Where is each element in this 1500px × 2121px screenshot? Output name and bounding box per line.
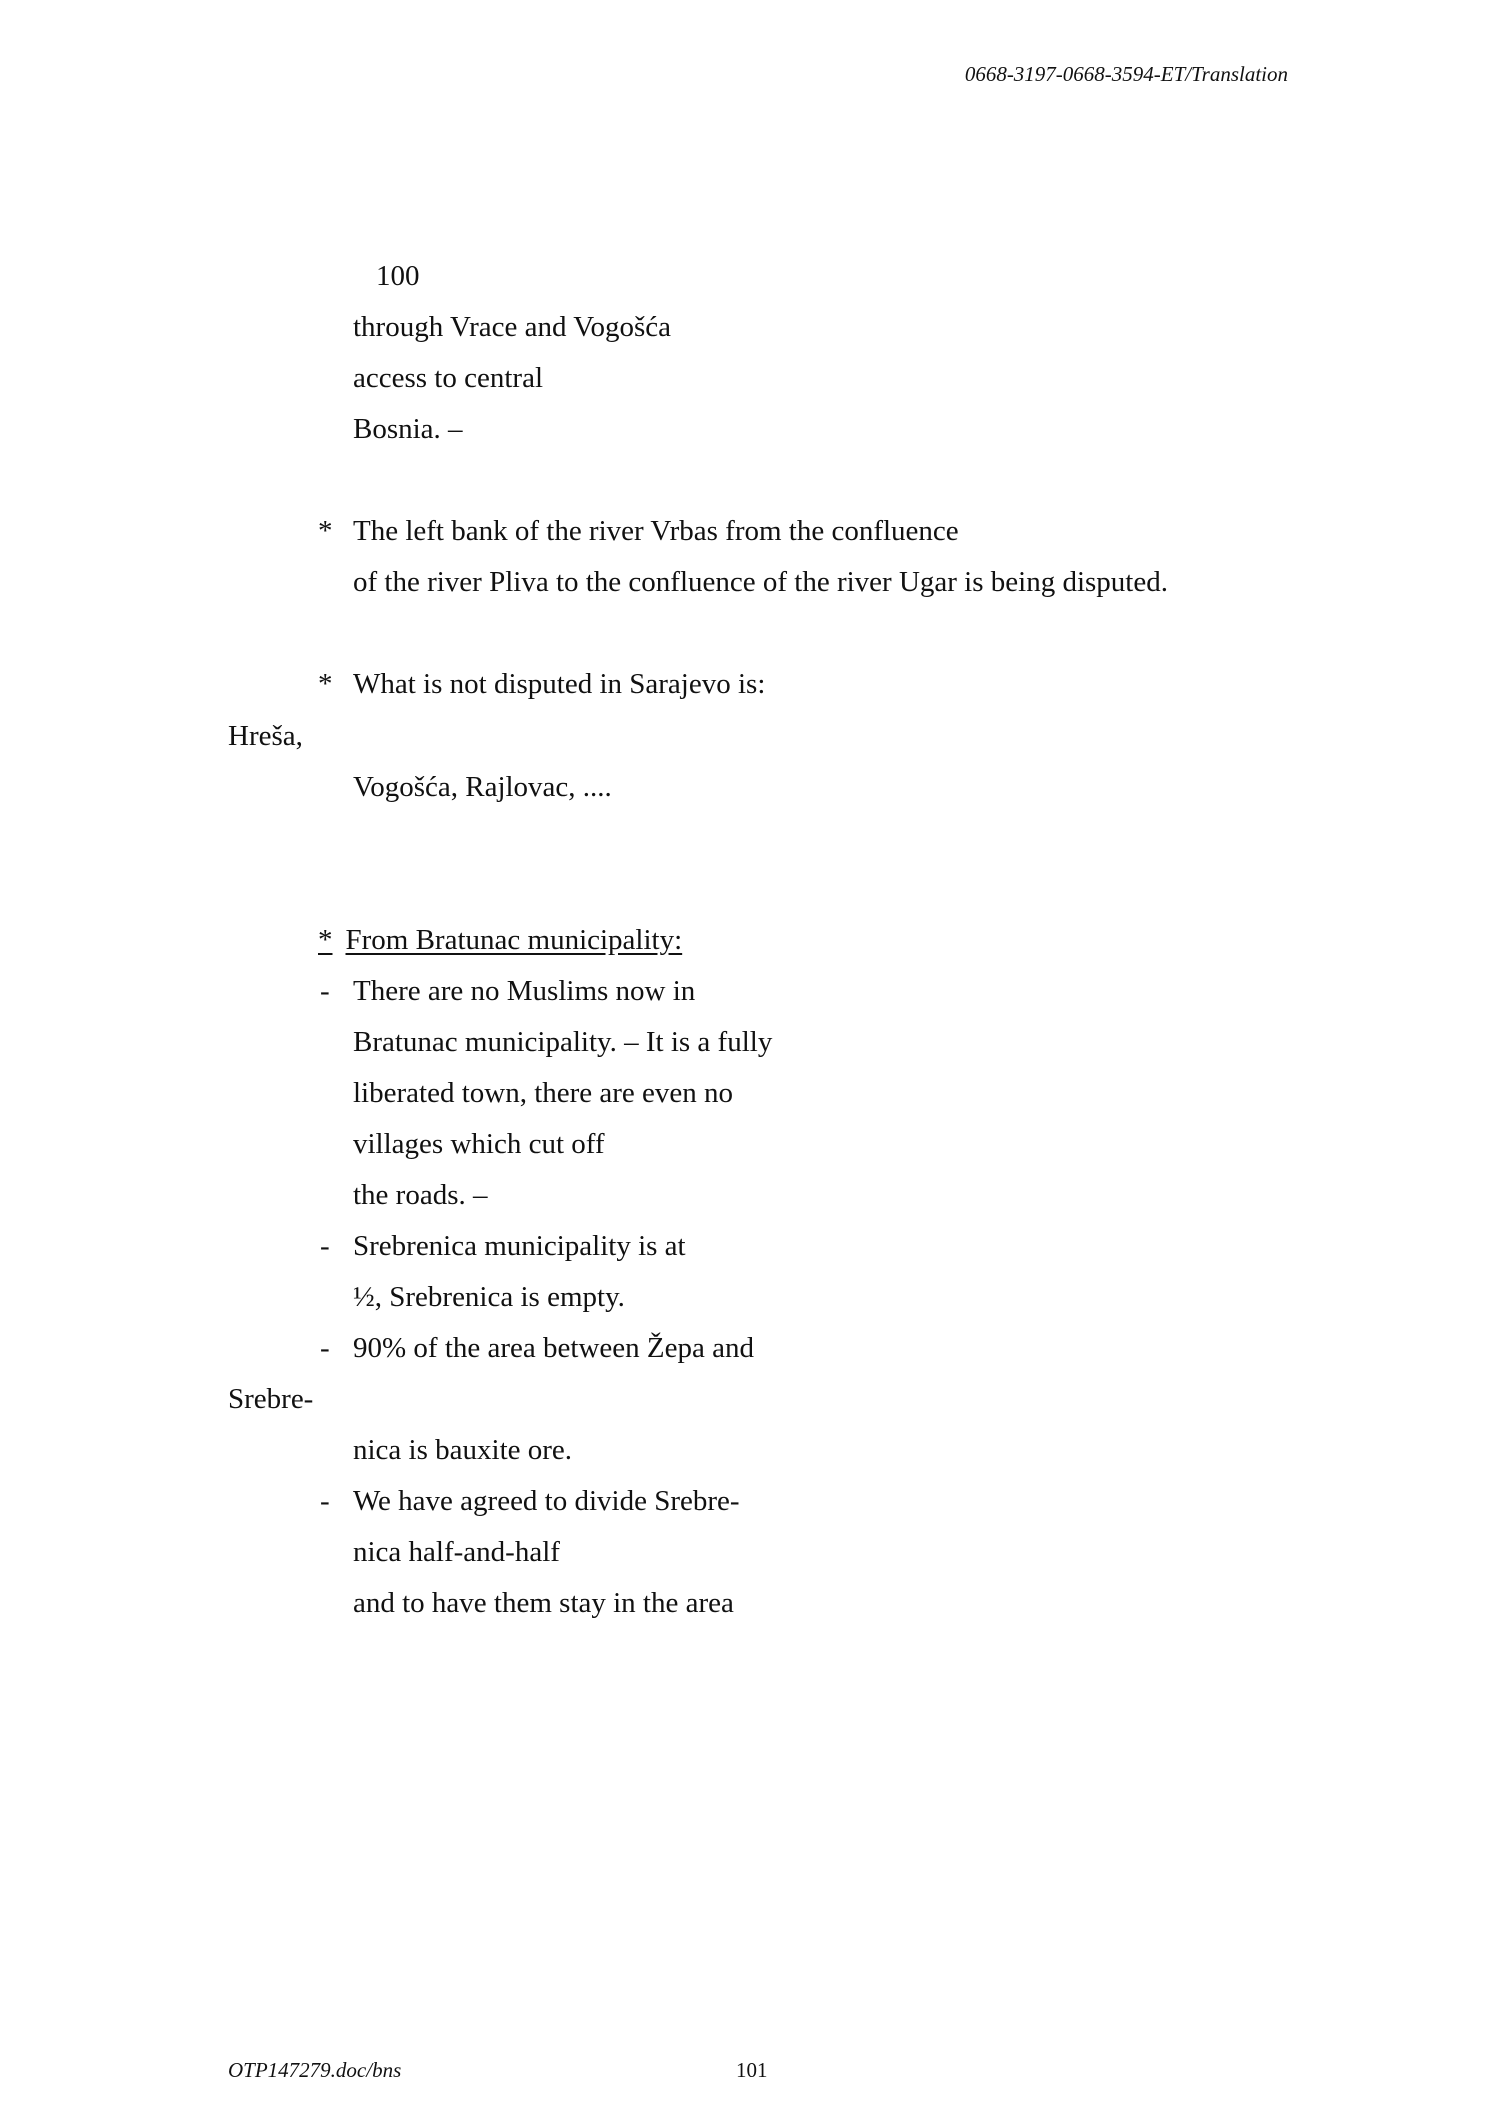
dash-bullet: - — [320, 1485, 330, 1517]
text-line: villages which cut off — [353, 1128, 605, 1160]
text-line: nica is bauxite ore. — [353, 1434, 573, 1466]
text-line: Bratunac municipality. – It is a fully — [353, 1026, 773, 1058]
text-line: liberated town, there are even no — [353, 1077, 734, 1109]
text-line: Bosnia. – — [353, 413, 463, 445]
dash-bullet: - — [320, 1332, 330, 1364]
text-line: What is not disputed in Sarajevo is: — [353, 668, 766, 700]
text-line: Vogošća, Rajlovac, .... — [353, 771, 612, 803]
bullet-asterisk: * — [318, 668, 333, 700]
dash-bullet: - — [320, 1230, 330, 1262]
section-heading-text: From Bratunac municipality: — [345, 924, 683, 956]
footer-file-name: OTP147279.doc/bns — [228, 2058, 402, 2082]
text-line: We have agreed to divide Srebre- — [353, 1485, 740, 1517]
text-line: of the river Pliva to the confluence of the river Ugar is being disputed. — [353, 566, 1168, 598]
text-line: nica half-and-half — [353, 1536, 560, 1568]
text-line: ½, Srebrenica is empty. — [353, 1281, 625, 1313]
page-marker: 100 — [376, 260, 420, 292]
bullet-asterisk: * — [318, 924, 333, 956]
text-line: the roads. – — [353, 1179, 488, 1211]
section-heading — [318, 922, 682, 958]
text-line: There are no Muslims now in — [353, 975, 696, 1007]
text-line: Srebrenica municipality is at — [353, 1230, 686, 1262]
document-reference: 0668-3197-0668-3594-ET/Translation — [964, 62, 1288, 86]
dash-bullet: - — [320, 975, 330, 1007]
margin-word: Hreša, — [228, 720, 303, 752]
text-line: and to have them stay in the area — [353, 1587, 734, 1619]
footer-page-number: 101 — [736, 2058, 768, 2082]
text-line: The left bank of the river Vrbas from the confluence — [353, 515, 959, 547]
text-line: through Vrace and Vogošća — [353, 311, 671, 343]
text-line: access to central — [353, 362, 544, 394]
bullet-asterisk: * — [318, 515, 333, 547]
margin-word: Srebre- — [228, 1383, 314, 1415]
text-line: 90% of the area between Žepa and — [353, 1332, 754, 1364]
